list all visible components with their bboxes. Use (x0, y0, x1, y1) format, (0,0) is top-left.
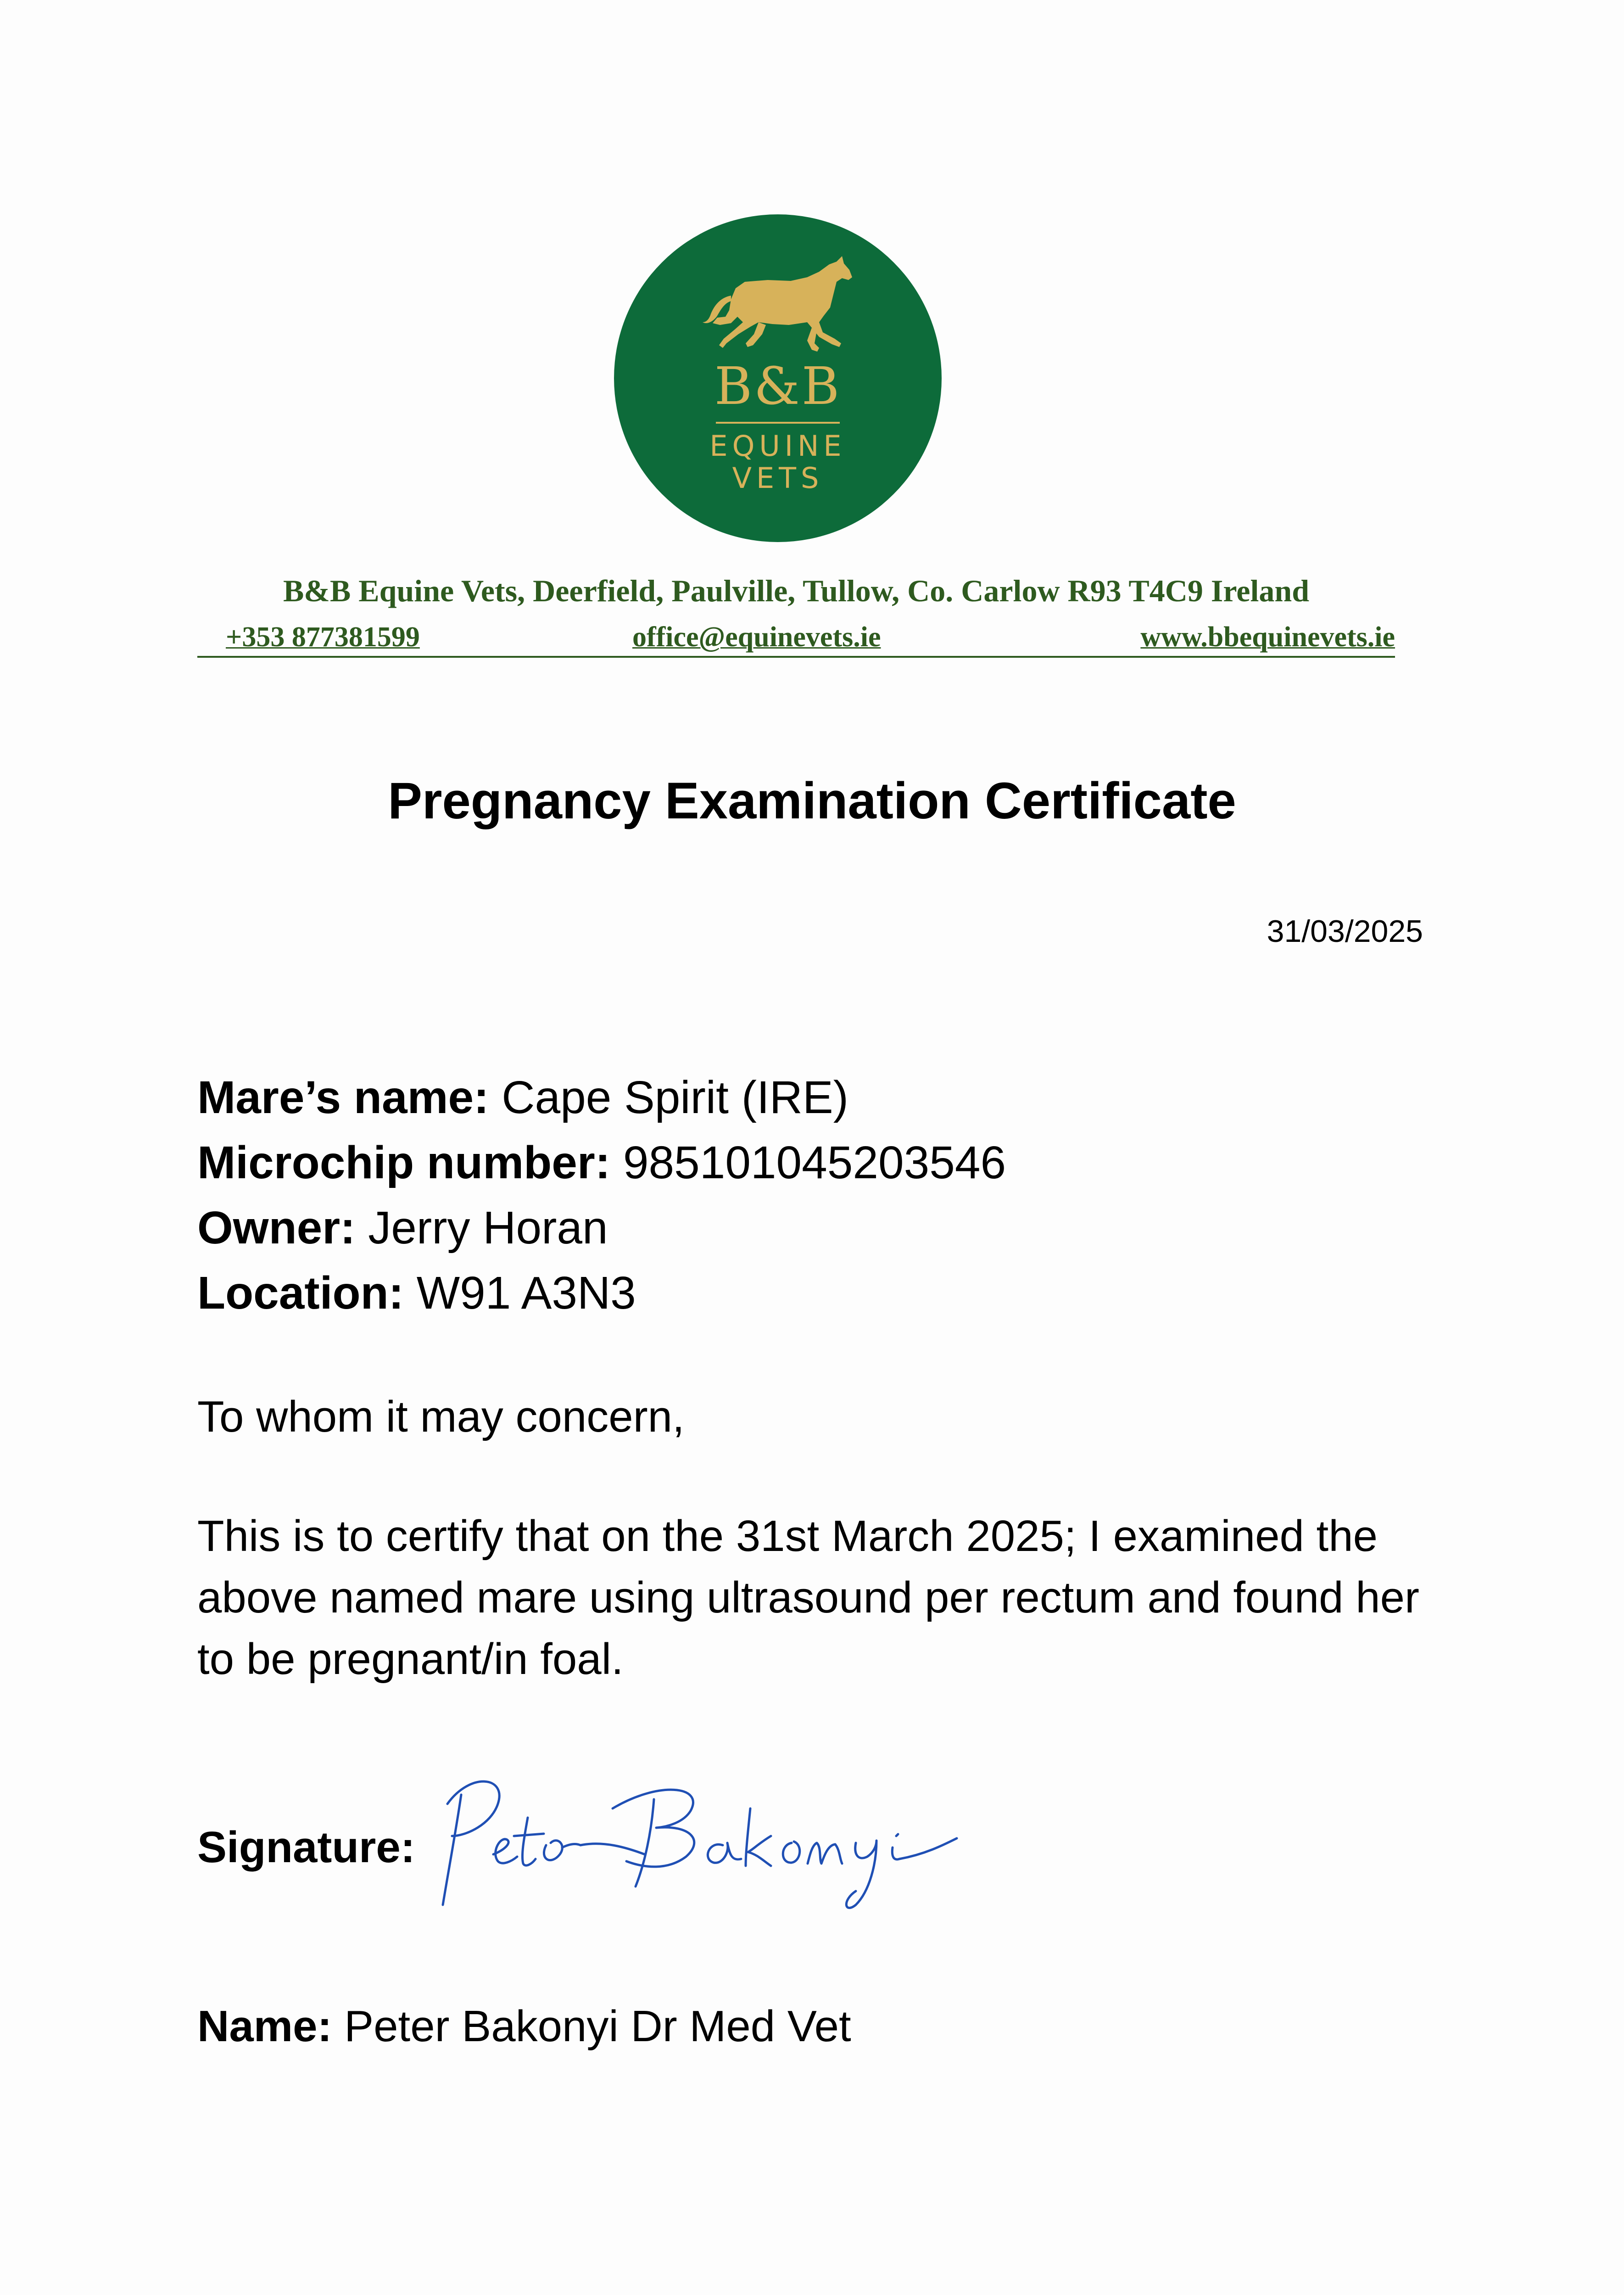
salutation: To whom it may concern, (197, 1392, 685, 1441)
signature-label: Signature: (197, 1823, 415, 1872)
mare-name-value: Cape Spirit (IRE) (502, 1072, 849, 1123)
owner-value: Jerry Horan (368, 1202, 608, 1254)
horse-details (197, 1065, 1006, 1326)
certification-paragraph: This is to certify that on the 31st March 2025; I examined the above named mare using ultrasound per rectum and found her to be pregnant/in foal. (197, 1511, 1419, 1684)
microchip-label: Microchip number: (197, 1137, 611, 1188)
company-address: B&B Equine Vets, Deerfield, Paulville, Tullow, Co. Carlow R93 T4C9 Ireland (283, 573, 1310, 608)
location-field (197, 1260, 1006, 1326)
vet-name (197, 2001, 851, 2052)
logo-brand-main: B&B (714, 357, 842, 416)
website-link[interactable]: www.bbequinevets.ie (1140, 621, 1395, 653)
owner-label: Owner: (197, 1202, 356, 1254)
email-link[interactable]: office@equinevets.ie (632, 621, 881, 653)
name-value: Peter Bakonyi Dr Med Vet (344, 2002, 851, 2051)
phone-link[interactable]: +353 877381599 (226, 621, 420, 653)
mare-name-field (197, 1065, 1006, 1130)
certificate-date: 31/03/2025 (1267, 914, 1423, 949)
company-logo (614, 214, 942, 542)
page-title: Pregnancy Examination Certificate (388, 772, 1236, 829)
mare-name-label: Mare’s name: (197, 1072, 489, 1123)
logo-divider (716, 422, 840, 424)
name-label: Name: (197, 2002, 332, 2051)
location-value: W91 A3N3 (416, 1267, 636, 1319)
owner-field (197, 1195, 1006, 1260)
logo-brand-line2: VETS (732, 461, 824, 495)
signature-row (197, 1781, 1299, 1937)
microchip-value: 985101045203546 (623, 1137, 1006, 1188)
microchip-field (197, 1130, 1006, 1195)
handwritten-signature (429, 1767, 1035, 1919)
location-label: Location: (197, 1267, 404, 1319)
horse-icon (699, 253, 855, 364)
contact-line (197, 621, 1395, 658)
logo-brand-line1: EQUINE (709, 429, 846, 463)
